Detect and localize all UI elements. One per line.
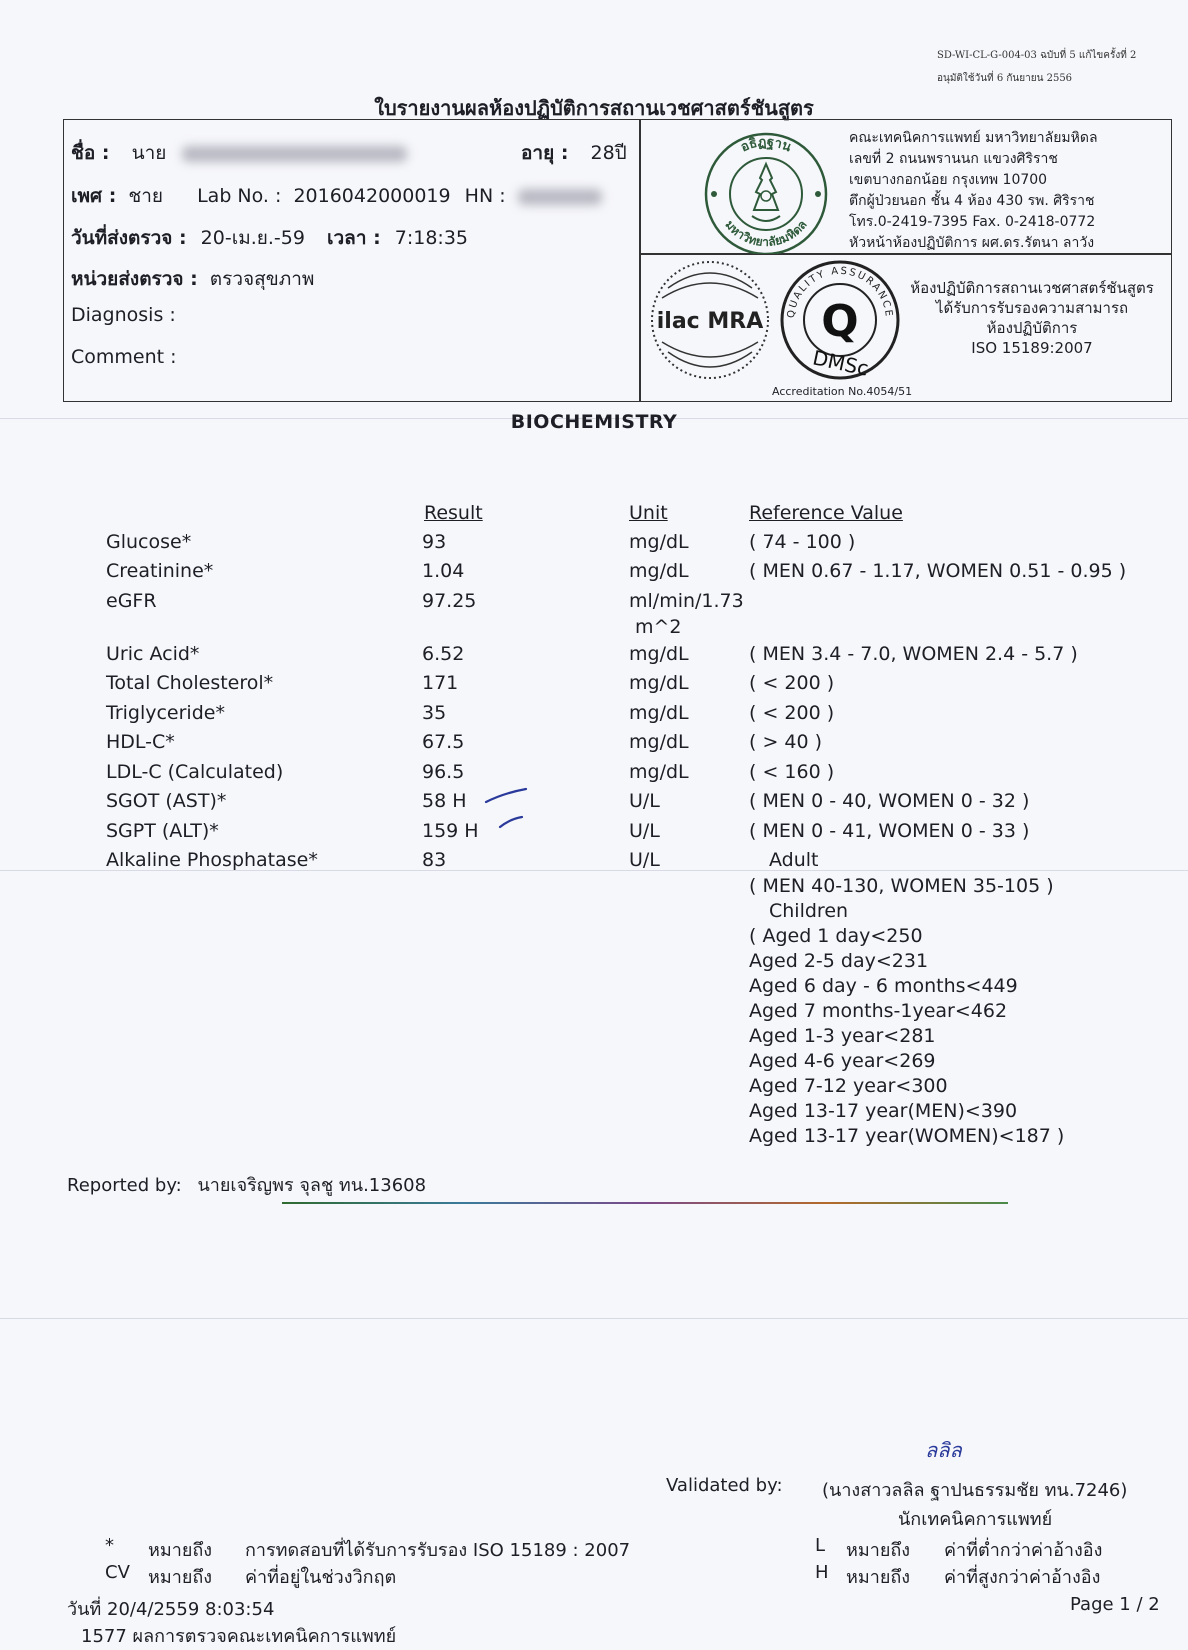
accreditation-line: ห้องปฏิบัติการ	[986, 319, 1078, 337]
test-unit: mg/dL	[629, 643, 689, 665]
document-code-line2: อนุมัติใช้วันที่ 6 กันยายน 2556	[937, 73, 1073, 84]
column-reference: Reference Value	[749, 502, 903, 524]
alp-reference-line: ( MEN 40-130, WOMEN 35-105 )	[749, 875, 1054, 897]
reported-by-label: Reported by:	[67, 1175, 182, 1196]
legend-cv-means: หมายถึง	[148, 1567, 213, 1588]
test-result: 171	[422, 672, 459, 694]
faculty-line: คณะเทคนิคการแพทย์ มหาวิทยาลัยมหิดล	[849, 130, 1098, 146]
ilac-mra-logo	[648, 258, 772, 382]
age-label: อายุ :	[521, 142, 569, 164]
diagnosis-label: Diagnosis :	[71, 304, 176, 326]
reported-by-value: นายเจริญพร จุลชู ทน.13608	[197, 1175, 427, 1196]
legend-h-symbol: H	[815, 1562, 829, 1583]
table-row	[0, 531, 1188, 560]
report-title: ใบรายงานผลห้องปฏิบัติการสถานเวชศาสตร์ชันสูตร	[374, 96, 814, 120]
section-title: BIOCHEMISTRY	[510, 411, 678, 433]
legend-cv-symbol: CV	[105, 1562, 130, 1583]
mahidol-seal-icon	[700, 130, 832, 254]
test-unit: U/L	[629, 790, 660, 812]
test-unit-line2: m^2	[635, 616, 682, 638]
legend-l-symbol: L	[815, 1535, 826, 1556]
reported-rule	[282, 1202, 1008, 1204]
dmsc-text: DMSc	[810, 345, 871, 381]
page-number: Page 1 / 2	[1070, 1594, 1160, 1615]
document-code-line1: SD-WI-CL-G-004-03 ฉบับที่ 5 แก้ไขครั้งที่ 2	[937, 50, 1137, 61]
test-name: Glucose*	[106, 531, 192, 553]
faculty-address	[849, 128, 1169, 254]
test-name: Triglyceride*	[106, 702, 225, 724]
test-unit: mg/dL	[629, 761, 689, 783]
send-unit-row	[71, 264, 314, 294]
test-reference: ( MEN 0.67 - 1.17, WOMEN 0.51 - 0.95 )	[749, 560, 1127, 582]
header-divider-vertical	[639, 120, 641, 401]
time-label: เวลา :	[327, 227, 381, 249]
test-unit: mg/dL	[629, 560, 689, 582]
test-reference: ( > 40 )	[749, 731, 823, 753]
test-result: 35	[422, 702, 447, 724]
test-name: Creatinine*	[106, 560, 214, 582]
test-name: Alkaline Phosphatase*	[106, 849, 318, 871]
accreditation-line: ISO 15189:2007	[971, 339, 1093, 357]
ilac-text: ilac MRA	[656, 309, 764, 334]
table-row	[0, 702, 1188, 731]
patient-age-row	[521, 138, 627, 168]
age-value: 28ปี	[590, 142, 627, 164]
alp-reference-line: ( Aged 1 day<250	[749, 925, 923, 947]
legend-star-means: หมายถึง	[148, 1540, 213, 1561]
pen-tick-mark	[482, 785, 532, 835]
accreditation-text	[900, 278, 1164, 358]
unit-label: หน่วยส่งตรวจ :	[71, 268, 198, 290]
name-label: ชื่อ :	[71, 142, 110, 164]
alp-reference-line: Aged 2-5 day<231	[749, 950, 929, 972]
legend-l-means: หมายถึง	[846, 1540, 911, 1561]
faculty-line: หัวหน้าห้องปฏิบัติการ ผศ.ดร.รัตนา ลาวัง	[849, 235, 1095, 251]
test-result: 67.5	[422, 731, 465, 753]
date-label: วันที่ส่งตรวจ :	[71, 227, 187, 249]
test-name: HDL-C*	[106, 731, 175, 753]
test-unit: mg/dL	[629, 731, 689, 753]
handwritten-signature: ลลิล	[925, 1438, 962, 1462]
validated-by-value: (นางสาวลลิล ฐาปนธรรมชัย ทน.7246)	[822, 1480, 1128, 1501]
legend-h-means: หมายถึง	[846, 1567, 911, 1588]
table-row	[0, 590, 1188, 640]
lab-no-label: Lab No. :	[197, 185, 282, 207]
reported-by	[67, 1170, 426, 1199]
test-unit: mg/dL	[629, 702, 689, 724]
table-row	[0, 731, 1188, 760]
redacted-name	[182, 146, 407, 162]
legend-cv-desc: ค่าที่อยู่ในช่วงวิกฤต	[245, 1567, 397, 1588]
seal-top-text: อธิฏฐาน	[738, 134, 794, 156]
test-result: 93	[422, 531, 447, 553]
alp-reference-line: Children	[769, 900, 849, 922]
test-reference: ( < 200 )	[749, 702, 835, 724]
patient-name-row	[71, 138, 407, 168]
sex-label: เพศ :	[71, 185, 117, 207]
alp-reference-line: Aged 13-17 year(MEN)<390	[749, 1100, 1018, 1122]
legend-star-symbol: *	[105, 1535, 114, 1556]
legend-star-desc: การทดสอบที่ได้รับการรับรอง ISO 15189 : 2007	[245, 1540, 631, 1561]
seal-bottom-text: มหาวิทยาลัยมหิดล	[722, 217, 810, 250]
table-row	[0, 849, 1188, 878]
comment-label: Comment :	[71, 346, 177, 368]
column-result: Result	[424, 502, 483, 524]
test-name: Uric Acid*	[106, 643, 200, 665]
test-unit: mg/dL	[629, 531, 689, 553]
sex-value: ชาย	[128, 185, 164, 207]
test-result: 58 H	[422, 790, 467, 812]
test-reference: ( MEN 0 - 40, WOMEN 0 - 32 )	[749, 790, 1030, 812]
accreditation-line: ห้องปฏิบัติการสถานเวชศาสตร์ชันสูตร	[910, 279, 1154, 297]
test-name: Total Cholesterol*	[106, 672, 274, 694]
test-name: eGFR	[106, 590, 157, 612]
test-reference: ( < 160 )	[749, 761, 835, 783]
test-reference: ( MEN 3.4 - 7.0, WOMEN 2.4 - 5.7 )	[749, 643, 1078, 665]
print-date: วันที่ 20/4/2559 8:03:54	[67, 1599, 275, 1620]
alp-reference-line: Aged 1-3 year<281	[749, 1025, 936, 1047]
faculty-line: ตึกผู้ป่วยนอก ชั้น 4 ห้อง 430 รพ. ศิริราช	[849, 193, 1095, 209]
test-reference: ( MEN 0 - 41, WOMEN 0 - 33 )	[749, 820, 1030, 842]
test-result: 97.25	[422, 590, 477, 612]
q-letter: Q	[821, 296, 859, 347]
test-result: 6.52	[422, 643, 465, 665]
table-row	[0, 560, 1188, 589]
table-row	[0, 761, 1188, 790]
faculty-line: เขตบางกอกน้อย กรุงเทพ 10700	[849, 172, 1048, 188]
table-row	[0, 643, 1188, 672]
unit-value: ตรวจสุขภาพ	[209, 268, 315, 290]
alp-reference-line: Aged 7-12 year<300	[749, 1075, 948, 1097]
test-reference: Adult	[769, 849, 819, 871]
q-ring-text: QUALITY ASSURANCE	[785, 265, 895, 319]
alp-reference-line: Aged 6 day - 6 months<449	[749, 975, 1018, 997]
table-row	[0, 790, 1188, 819]
test-result: 83	[422, 849, 447, 871]
accreditation-number: Accreditation No.4054/51	[772, 385, 913, 398]
redacted-hn	[518, 189, 602, 205]
test-result: 1.04	[422, 560, 465, 582]
test-unit: ml/min/1.73	[629, 590, 744, 612]
faculty-line: โทร.0-2419-7395 Fax. 0-2418-0772	[849, 214, 1096, 230]
test-reference: ( < 200 )	[749, 672, 835, 694]
test-name: SGPT (ALT)*	[106, 820, 219, 842]
table-row	[0, 820, 1188, 849]
validated-by-label: Validated by:	[666, 1475, 783, 1496]
patient-sex-row	[71, 181, 602, 211]
test-name: SGOT (AST)*	[106, 790, 227, 812]
validator-title: นักเทคนิคการแพทย์	[898, 1509, 1053, 1530]
test-unit: mg/dL	[629, 672, 689, 694]
faculty-line: เลขที่ 2 ถนนพรานนก แขวงศิริราช	[849, 151, 1058, 167]
legend-l-desc: ค่าที่ต่ำกว่าค่าอ้างอิง	[944, 1540, 1103, 1561]
alp-reference-line: Aged 7 months-1year<462	[749, 1000, 1008, 1022]
send-date-row	[71, 223, 468, 253]
footer-code: 1577 ผลการตรวจคณะเทคนิคการแพทย์	[81, 1626, 397, 1647]
paper-fold	[0, 1318, 1188, 1319]
test-result: 96.5	[422, 761, 465, 783]
date-value: 20-เม.ย.-59	[200, 227, 305, 249]
column-unit: Unit	[629, 502, 668, 524]
table-row	[0, 672, 1188, 701]
test-unit: U/L	[629, 820, 660, 842]
legend-h-desc: ค่าที่สูงกว่าค่าอ้างอิง	[944, 1567, 1101, 1588]
test-unit: U/L	[629, 849, 660, 871]
alp-reference-line: Aged 13-17 year(WOMEN)<187 )	[749, 1125, 1065, 1147]
test-result: 159 H	[422, 820, 479, 842]
dmsc-quality-logo	[776, 258, 904, 382]
alp-reference-line: Aged 4-6 year<269	[749, 1050, 936, 1072]
test-name: LDL-C (Calculated)	[106, 761, 284, 783]
hn-label: HN :	[464, 185, 506, 207]
test-reference: ( 74 - 100 )	[749, 531, 856, 553]
time-value: 7:18:35	[394, 227, 469, 249]
lab-no-value: 2016042000019	[293, 185, 451, 207]
accreditation-line: ได้รับการรับรองความสามารถ	[935, 299, 1129, 317]
name-prefix: นาย	[131, 142, 167, 164]
